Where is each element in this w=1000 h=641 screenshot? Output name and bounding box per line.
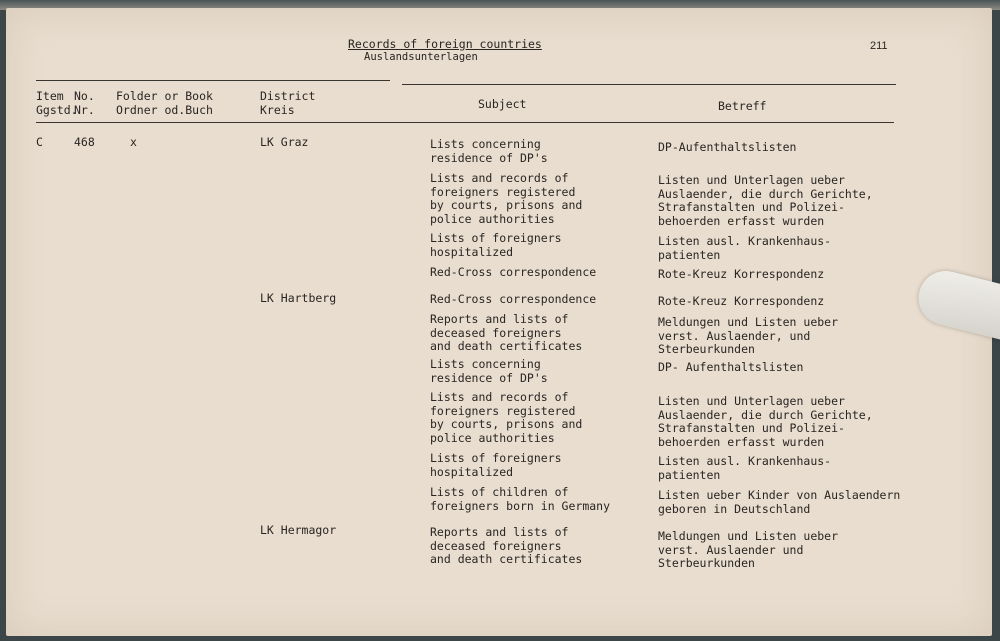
column-header-folder: Folder or Book Ordner od.Buch <box>116 89 213 117</box>
page-number: 211 <box>870 40 888 52</box>
betreff-cell: Listen und Unterlagen ueber Auslaender, die durch Gerichte, Strafanstalten und Polizei- behoerden erfasst wurden <box>658 394 873 449</box>
column-header-no: No. Nr. <box>74 89 95 117</box>
subject-cell: Red-Cross correspondence <box>430 292 597 306</box>
subject-cell: Lists concerning residence of DP's <box>430 357 548 385</box>
betreff-cell: Meldungen und Listen ueber verst. Auslaender, und Sterbeurkunden <box>658 315 839 356</box>
subject-cell: Lists of foreigners hospitalized <box>430 451 562 479</box>
betreff-cell: DP- Aufenthaltslisten <box>658 360 804 374</box>
header-rule-bottom <box>36 122 894 123</box>
subject-cell: Lists concerning residence of DP's <box>430 137 548 165</box>
subject-cell: Lists and records of foreigners registered by courts, prisons and police authorities <box>430 390 583 445</box>
page-subtitle: Auslandsunterlagen <box>364 51 478 63</box>
column-header-district: District Kreis <box>260 89 316 117</box>
subject-cell: Reports and lists of deceased foreigners and death certificates <box>430 525 583 566</box>
column-header-item: Item Ggstd. <box>36 89 78 117</box>
column-header-betreff: Betreff <box>718 99 767 113</box>
betreff-cell: Meldungen und Listen ueber verst. Auslaender und Sterbeurkunden <box>658 529 839 570</box>
page-title: Records of foreign countries <box>348 37 542 51</box>
betreff-cell: Rote-Kreuz Korrespondenz <box>658 267 825 281</box>
betreff-cell: Listen und Unterlagen ueber Auslaender, die durch Gerichte, Strafanstalten und Polizei- behoerden erfasst wurden <box>658 173 873 228</box>
entry-number: 468 <box>74 135 95 149</box>
column-header-subject: Subject <box>478 97 527 111</box>
district-name: LK Hartberg <box>260 291 337 305</box>
subject-cell: Reports and lists of deceased foreigners and death certificates <box>430 312 583 353</box>
header-rule-top-left <box>36 80 390 81</box>
district-name: LK Graz <box>260 135 309 149</box>
betreff-cell: Listen ueber Kinder von Auslaendern geboren in Deutschland <box>658 488 901 516</box>
entry-folder-mark: x <box>130 135 137 149</box>
betreff-cell: Listen ausl. Krankenhaus- patienten <box>658 234 832 262</box>
district-name: LK Hermagor <box>260 523 337 537</box>
header-rule-top-right <box>402 84 896 85</box>
subject-cell: Lists of children of foreigners born in Germany <box>430 485 611 513</box>
betreff-cell: DP-Aufenthaltslisten <box>658 140 797 154</box>
betreff-cell: Listen ausl. Krankenhaus- patienten <box>658 454 832 482</box>
subject-cell: Lists of foreigners hospitalized <box>430 231 562 259</box>
entry-item: C <box>36 135 43 149</box>
subject-cell: Lists and records of foreigners registered by courts, prisons and police authorities <box>430 171 583 226</box>
subject-cell: Red-Cross correspondence <box>430 265 597 279</box>
betreff-cell: Rote-Kreuz Korrespondenz <box>658 294 825 308</box>
